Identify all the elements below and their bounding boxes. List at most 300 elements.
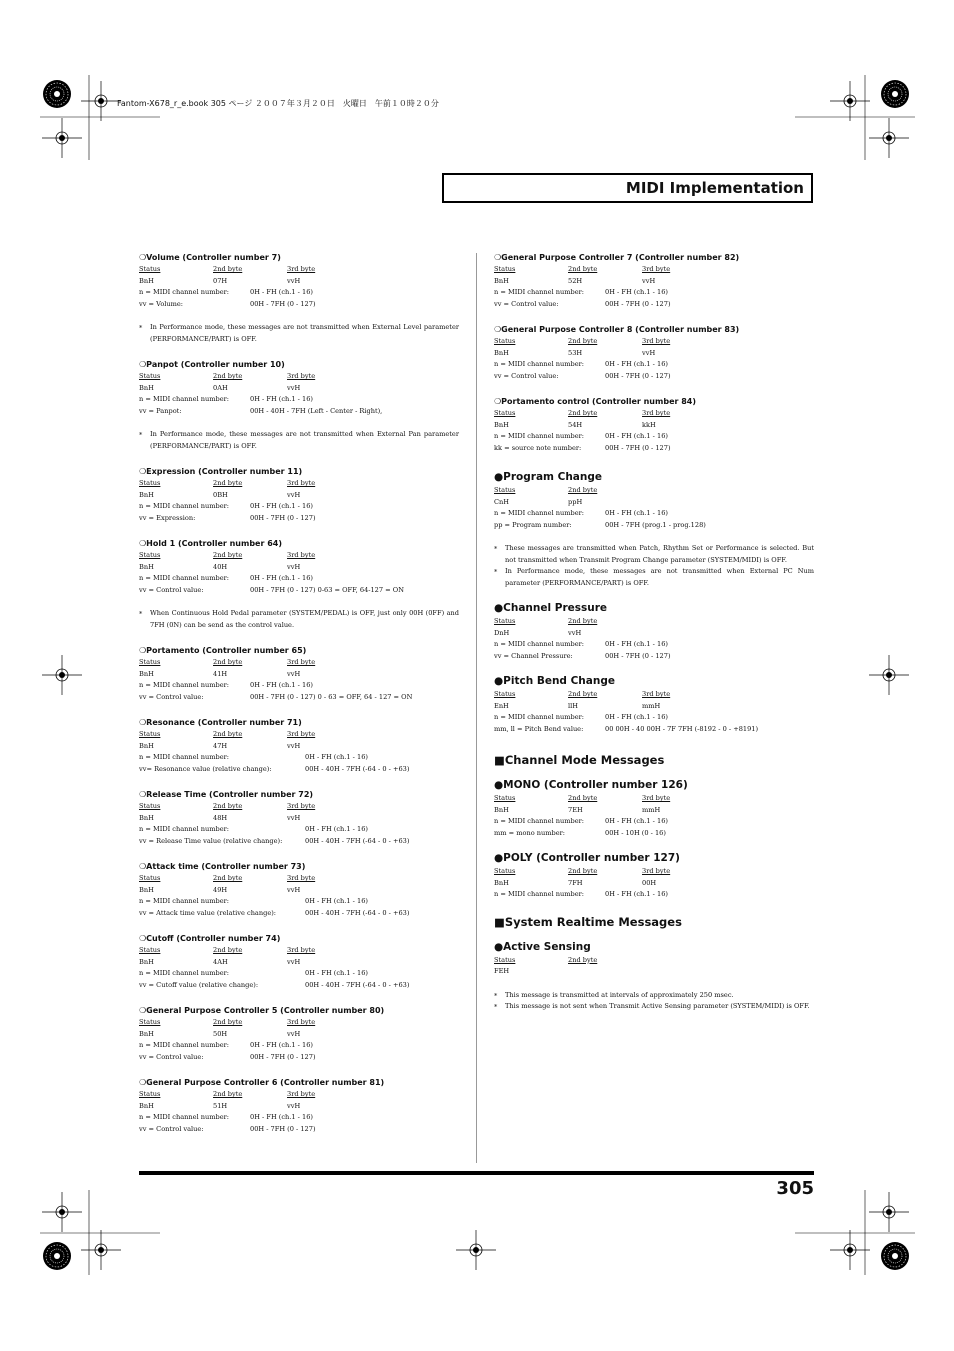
byte2-label: 2nd byte <box>568 617 598 625</box>
message-title: ●POLY (Controller number 127) <box>494 852 680 864</box>
spacer <box>139 703 459 716</box>
status-label: Status <box>139 372 161 380</box>
definition-row <box>494 651 814 663</box>
definition-value: 00H - 7FH (0 - 127) 0 - 63 = OFF, 64 - 127 = ON <box>250 692 413 701</box>
definition-key: mm = mono number: <box>494 828 565 837</box>
message-title: ❍Portamento (Controller number 65) <box>139 646 307 655</box>
definition-value: 0H - FH (ch.1 - 16) <box>250 288 313 296</box>
byte2-label: 2nd byte <box>568 794 598 802</box>
byte2-value: 50H <box>213 1029 228 1038</box>
spacer <box>139 417 459 429</box>
definition-row <box>494 443 814 455</box>
footer-rule <box>139 1171 814 1175</box>
message-section <box>494 469 814 589</box>
byte-header-row <box>139 264 459 276</box>
byte3-label: 3rd byte <box>287 551 316 559</box>
status-label: Status <box>139 479 161 487</box>
definition-row <box>139 573 459 585</box>
definition-row <box>494 520 814 532</box>
message-section <box>139 537 459 631</box>
message-section <box>494 939 814 1013</box>
byte-header-row <box>494 336 814 348</box>
status-label: Status <box>139 658 161 666</box>
definition-value: 0H - FH (ch.1 - 16) <box>605 432 668 440</box>
definition-value: 0H - FH (ch.1 - 16) <box>605 817 668 825</box>
spacer <box>139 919 459 932</box>
byte-header-row <box>139 1089 459 1101</box>
definition-value: 00H - 40H - 7FH (-64 - 0 - +63) <box>305 764 410 773</box>
message-title: ❍General Purpose Controller 7 (Controller number 82) <box>494 253 740 262</box>
definition-row <box>139 299 459 311</box>
byte2-label: 2nd byte <box>213 658 243 666</box>
message-title: ●Pitch Bend Change <box>494 675 615 687</box>
byte-value-row <box>139 562 459 574</box>
definition-row <box>494 508 814 520</box>
definition-key: vv = Channel Pressure: <box>494 651 573 660</box>
definition-value: 0H - FH (ch.1 - 16) <box>250 395 313 403</box>
message-section <box>139 860 459 919</box>
footnote: * These messages are transmitted when Patch, Rhythm Set or Performance is selected. But not transmitted when Transmit Program Change parameter (SYSTEM/MIDI) is OFF. <box>494 543 814 566</box>
byte2-value: 4AH <box>213 957 228 966</box>
spacer <box>139 847 459 860</box>
message-title: ❍Hold 1 (Controller number 64) <box>139 539 282 548</box>
definition-value: 00H - 7FH (0 - 127) <box>605 299 671 308</box>
definition-row <box>494 299 814 311</box>
footnote: * In Performance mode, these messages are not transmitted when External PC Num parameter (PERFORMANCE/PART) is OFF. <box>494 566 814 589</box>
byte2-label: 2nd byte <box>213 265 243 273</box>
byte3-value: vvH <box>287 1101 301 1110</box>
spacer <box>139 524 459 537</box>
status-value: BnH <box>139 1029 154 1038</box>
definition-key: vv = Control value: <box>139 1124 204 1133</box>
message-title: ❍Volume (Controller number 7) <box>139 253 281 262</box>
definition-row <box>494 371 814 383</box>
definition-row <box>139 1124 459 1136</box>
spacer <box>139 452 459 465</box>
byte-header-row <box>494 264 814 276</box>
status-label: Status <box>494 337 516 345</box>
definition-row <box>139 896 459 908</box>
definition-key: vv = Control value: <box>139 692 204 701</box>
status-label: Status <box>494 265 516 273</box>
definition-value: 0H - FH (ch.1 - 16) <box>605 713 668 721</box>
definition-key: n = MIDI channel number: <box>139 574 230 582</box>
definition-row <box>139 394 459 406</box>
status-value: CnH <box>494 497 510 506</box>
definition-key: n = MIDI channel number: <box>494 817 585 825</box>
definition-key: n = MIDI channel number: <box>139 681 230 689</box>
byte-value-row <box>139 490 459 502</box>
byte2-value: vvH <box>568 628 582 637</box>
definition-row <box>139 908 459 920</box>
definition-value: 00H - 40H - 7FH (-64 - 0 - +63) <box>305 908 410 917</box>
byte2-value: 41H <box>213 669 228 678</box>
byte-header-row <box>494 689 814 701</box>
byte2-value: 48H <box>213 813 228 822</box>
byte-value-row <box>494 805 814 817</box>
definition-value: 0H - FH (ch.1 - 16) <box>250 574 313 582</box>
byte-header-row <box>494 408 814 420</box>
definition-value: 00H - 7FH (0 - 127) <box>250 299 316 308</box>
definition-value: 00H - 40H - 7FH (Left - Center - Right), <box>250 406 383 415</box>
definition-row <box>494 359 814 371</box>
message-title: ●MONO (Controller number 126) <box>494 779 688 791</box>
definition-value: 00H - 7FH (0 - 127) 0-63 = OFF, 64-127 = ON <box>250 585 404 594</box>
status-value: DnH <box>494 628 510 637</box>
byte2-label: 2nd byte <box>568 690 598 698</box>
definition-key: vv = Control value: <box>139 1052 204 1061</box>
spacer <box>494 769 814 777</box>
byte3-value: vvH <box>287 1029 301 1038</box>
byte3-value: vvH <box>287 885 301 894</box>
byte3-label: 3rd byte <box>642 337 671 345</box>
byte-value-row <box>494 878 814 890</box>
definition-key: n = MIDI channel number: <box>139 753 230 761</box>
spacer <box>494 382 814 395</box>
status-value: BnH <box>494 348 509 357</box>
byte3-value: vvH <box>287 813 301 822</box>
definition-key: n = MIDI channel number: <box>139 825 230 833</box>
definition-key: n = MIDI channel number: <box>139 1041 230 1049</box>
status-value: BnH <box>139 562 154 571</box>
byte3-label: 3rd byte <box>287 1018 316 1026</box>
byte3-label: 3rd byte <box>287 372 316 380</box>
definition-key: vv = Panpot: <box>139 406 182 415</box>
system-realtime-heading: ■System Realtime Messages <box>494 914 682 929</box>
byte-value-row <box>139 383 459 395</box>
footnote: * This message is transmitted at intervals of approximately 250 msec. <box>494 990 814 1002</box>
byte-value-row <box>139 813 459 825</box>
message-section <box>494 323 814 382</box>
status-value: EnH <box>494 701 509 710</box>
footnote: * This message is not sent when Transmit Active Sensing parameter (SYSTEM/MIDI) is OFF. <box>494 1001 814 1013</box>
message-section <box>494 850 814 901</box>
byte2-label: 2nd byte <box>568 409 598 417</box>
byte3-value: kkH <box>642 420 656 429</box>
definition-key: n = MIDI channel number: <box>494 288 585 296</box>
definition-key: vv = Expression: <box>139 513 196 522</box>
message-title: ❍Release Time (Controller number 72) <box>139 790 314 799</box>
byte2-value: 47H <box>213 741 228 750</box>
byte-value-row <box>494 497 814 509</box>
definition-key: n = MIDI channel number: <box>139 502 230 510</box>
byte-header-row <box>139 729 459 741</box>
message-title: ❍Expression (Controller number 11) <box>139 467 303 476</box>
definition-key: mm, ll = Pitch Bend value: <box>494 724 584 733</box>
status-value: BnH <box>494 420 509 429</box>
byte3-value: vvH <box>287 562 301 571</box>
definition-key: n = MIDI channel number: <box>494 509 585 517</box>
section-title: MIDI Implementation <box>625 179 804 197</box>
byte2-label: 2nd byte <box>213 551 243 559</box>
status-label: Status <box>494 690 516 698</box>
message-section <box>139 358 459 452</box>
definition-key: vv= Resonance value (relative change): <box>139 764 272 773</box>
definition-row <box>139 287 459 299</box>
byte-header-row <box>139 657 459 669</box>
definition-value: 00H - 40H - 7FH (-64 - 0 - +63) <box>305 836 410 845</box>
status-label: Status <box>494 867 516 875</box>
definition-value: 00H - 40H - 7FH (-64 - 0 - +63) <box>305 980 410 989</box>
message-section <box>139 644 459 703</box>
definition-key: n = MIDI channel number: <box>494 432 585 440</box>
byte3-label: 3rd byte <box>642 690 671 698</box>
definition-row <box>494 828 814 840</box>
byte3-label: 3rd byte <box>287 658 316 666</box>
definition-value: 0H - FH (ch.1 - 16) <box>605 890 668 898</box>
byte-value-row <box>494 276 814 288</box>
byte2-label: 2nd byte <box>213 1090 243 1098</box>
byte3-value: vvH <box>287 490 301 499</box>
message-title: ●Channel Pressure <box>494 602 608 614</box>
status-label: Status <box>494 486 516 494</box>
byte3-value: vvH <box>287 957 301 966</box>
byte2-value: 49H <box>213 885 228 894</box>
byte-header-row <box>494 866 814 878</box>
spacer <box>494 310 814 323</box>
definition-row <box>494 889 814 901</box>
byte3-label: 3rd byte <box>287 874 316 882</box>
definition-key: vv = Control value: <box>494 299 559 308</box>
byte-header-row <box>494 955 814 967</box>
status-value: BnH <box>139 383 154 392</box>
definition-row <box>139 1112 459 1124</box>
spacer <box>494 531 814 543</box>
byte-value-row <box>139 741 459 753</box>
spacer <box>139 991 459 1004</box>
message-title: ❍Portamento control (Controller number 84) <box>494 397 697 406</box>
definition-value: 00H - 7FH (0 - 127) <box>250 1124 316 1133</box>
byte3-value: vvH <box>287 741 301 750</box>
column-divider <box>476 253 477 1163</box>
byte-value-row <box>494 628 814 640</box>
message-section <box>494 251 814 310</box>
definition-value: 00H - 7FH (0 - 127) <box>605 443 671 452</box>
spacer <box>494 839 814 850</box>
message-title: ●Program Change <box>494 471 603 483</box>
definition-row <box>494 816 814 828</box>
definition-key: vv = Volume: <box>139 299 184 308</box>
byte-value-row <box>494 420 814 432</box>
byte3-value: vvH <box>287 276 301 285</box>
byte2-value: 53H <box>568 348 583 357</box>
spacer <box>494 978 814 990</box>
status-value: FEH <box>494 967 510 975</box>
byte2-label: 2nd byte <box>568 486 598 494</box>
byte-value-row <box>494 348 814 360</box>
byte-header-row <box>139 873 459 885</box>
message-title: ❍General Purpose Controller 8 (Controller number 83) <box>494 325 740 334</box>
definition-key: n = MIDI channel number: <box>494 640 585 648</box>
spacer <box>139 631 459 644</box>
message-title: ❍Attack time (Controller number 73) <box>139 862 306 871</box>
status-label: Status <box>139 1090 161 1098</box>
definition-row <box>139 968 459 980</box>
byte3-value: vvH <box>287 383 301 392</box>
byte2-value: 7EH <box>568 805 583 814</box>
byte3-label: 3rd byte <box>287 479 316 487</box>
status-value: BnH <box>494 276 509 285</box>
spacer <box>494 662 814 673</box>
message-title: ❍Resonance (Controller number 71) <box>139 718 302 727</box>
status-label: Status <box>139 730 161 738</box>
message-section <box>494 395 814 454</box>
byte3-label: 3rd byte <box>287 802 316 810</box>
definition-value: 0H - FH (ch.1 - 16) <box>250 1113 313 1121</box>
definition-key: vv = Control value: <box>494 371 559 380</box>
definition-row <box>494 431 814 443</box>
byte3-value: vvH <box>642 276 656 285</box>
byte3-label: 3rd byte <box>642 794 671 802</box>
definition-row <box>139 824 459 836</box>
message-title: ❍Panpot (Controller number 10) <box>139 360 285 369</box>
byte-value-row <box>139 669 459 681</box>
status-label: Status <box>494 794 516 802</box>
byte-header-row <box>139 1017 459 1029</box>
byte3-value: mmH <box>642 805 661 814</box>
byte2-value: ppH <box>568 497 583 506</box>
byte2-value: llH <box>568 701 578 710</box>
definition-row <box>139 585 459 597</box>
definition-key: kk = source note number: <box>494 443 582 452</box>
definition-row <box>494 724 814 736</box>
definition-row <box>139 1052 459 1064</box>
section-title-box <box>442 173 813 203</box>
message-section <box>139 1004 459 1063</box>
definition-value: 00H - 7FH (0 - 127) <box>250 513 316 522</box>
status-value: BnH <box>139 490 154 499</box>
message-section <box>494 600 814 662</box>
message-section <box>139 1076 459 1135</box>
spacer <box>494 735 814 751</box>
byte2-value: 0AH <box>213 383 228 392</box>
byte2-label: 2nd byte <box>213 874 243 882</box>
status-value: BnH <box>139 813 154 822</box>
byte3-label: 3rd byte <box>287 946 316 954</box>
byte-value-row <box>139 1029 459 1041</box>
status-label: Status <box>494 617 516 625</box>
definition-row <box>139 1040 459 1052</box>
status-value: BnH <box>494 805 509 814</box>
spacer <box>139 596 459 608</box>
definition-row <box>494 639 814 651</box>
message-section <box>139 716 459 775</box>
definition-key: vv = Release Time value (relative change): <box>139 836 283 845</box>
definition-value: 0H - FH (ch.1 - 16) <box>305 969 368 977</box>
spacer <box>139 1063 459 1076</box>
definition-value: 0H - FH (ch.1 - 16) <box>250 502 313 510</box>
byte2-label: 2nd byte <box>568 265 598 273</box>
byte3-label: 3rd byte <box>642 409 671 417</box>
definition-row <box>139 752 459 764</box>
spacer <box>494 589 814 600</box>
byte-value-row <box>139 885 459 897</box>
status-value: BnH <box>139 1101 154 1110</box>
spacer <box>494 454 814 467</box>
message-section <box>494 777 814 839</box>
status-label: Status <box>494 955 516 964</box>
byte2-label: 2nd byte <box>568 337 598 345</box>
byte2-label: 2nd byte <box>568 955 598 964</box>
definition-value: 0H - FH (ch.1 - 16) <box>305 897 368 905</box>
byte2-label: 2nd byte <box>213 479 243 487</box>
definition-row <box>139 980 459 992</box>
definition-key: n = MIDI channel number: <box>139 395 230 403</box>
spacer <box>139 775 459 788</box>
definition-row <box>494 287 814 299</box>
byte-header-row <box>139 478 459 490</box>
footnote: * In Performance mode, these messages are not transmitted when External Level parameter (PERFORMANCE/PART) is OFF. <box>139 322 459 345</box>
status-value: BnH <box>139 669 154 678</box>
book-file-header: Fantom-X678_r_e.book 305 ページ ２００７年３月２０日 火曜日 午前１０時２０分 <box>117 99 439 108</box>
footnote: * When Continuous Hold Pedal parameter (SYSTEM/PEDAL) is OFF, just only 00H (0FF) and 7FH (0N) can be send as the control value. <box>139 608 459 631</box>
byte2-label: 2nd byte <box>213 1018 243 1026</box>
message-section <box>494 673 814 735</box>
channel-mode-heading: ■Channel Mode Messages <box>494 753 665 767</box>
definition-value: 00H - 7FH (0 - 127) <box>605 371 671 380</box>
byte-value-row <box>494 701 814 713</box>
definition-row <box>139 680 459 692</box>
byte2-value: 51H <box>213 1101 228 1110</box>
definition-key: n = MIDI channel number: <box>494 360 585 368</box>
byte3-value: vvH <box>642 348 656 357</box>
definition-key: vv = Cutoff value (relative change): <box>139 980 259 989</box>
byte-value-row <box>494 966 814 978</box>
message-title: ❍General Purpose Controller 6 (Controller number 81) <box>139 1078 385 1087</box>
byte-header-row <box>494 616 814 628</box>
message-section <box>139 788 459 847</box>
definition-value: 0H - FH (ch.1 - 16) <box>305 753 368 761</box>
definition-value: 0H - FH (ch.1 - 16) <box>605 509 668 517</box>
definition-row <box>139 692 459 704</box>
byte2-value: 40H <box>213 562 228 571</box>
left-column <box>139 251 459 1135</box>
byte-header-row <box>139 550 459 562</box>
byte3-label: 3rd byte <box>287 265 316 273</box>
byte-value-row <box>139 276 459 288</box>
status-value: BnH <box>139 276 154 285</box>
status-value: BnH <box>494 878 509 887</box>
definition-value: 00H - 7FH (prog.1 - prog.128) <box>605 520 706 529</box>
byte-header-row <box>139 945 459 957</box>
byte3-value: mmH <box>642 701 661 710</box>
definition-key: n = MIDI channel number: <box>494 890 585 898</box>
page-number: 305 <box>776 1178 814 1199</box>
byte-header-row <box>139 371 459 383</box>
status-label: Status <box>139 946 161 954</box>
status-label: Status <box>494 409 516 417</box>
definition-row <box>139 764 459 776</box>
byte2-value: 52H <box>568 276 583 285</box>
right-column <box>494 251 814 1013</box>
status-value: BnH <box>139 957 154 966</box>
byte2-label: 2nd byte <box>213 946 243 954</box>
byte-value-row <box>139 957 459 969</box>
status-label: Status <box>139 874 161 882</box>
byte3-label: 3rd byte <box>287 1090 316 1098</box>
definition-row <box>139 406 459 418</box>
definition-value: 0H - FH (ch.1 - 16) <box>250 1041 313 1049</box>
byte2-label: 2nd byte <box>213 372 243 380</box>
byte2-value: 7FH <box>568 878 583 887</box>
message-section <box>139 251 459 345</box>
footnote: * In Performance mode, these messages are not transmitted when External Pan parameter (PERFORMANCE/PART) is OFF. <box>139 429 459 452</box>
definition-value: 00H - 7FH (0 - 127) <box>605 651 671 660</box>
definition-value: 00H - 10H (0 - 16) <box>605 828 666 837</box>
definition-key: n = MIDI channel number: <box>139 969 230 977</box>
definition-key: pp = Program number: <box>494 520 572 529</box>
definition-key: n = MIDI channel number: <box>139 897 230 905</box>
